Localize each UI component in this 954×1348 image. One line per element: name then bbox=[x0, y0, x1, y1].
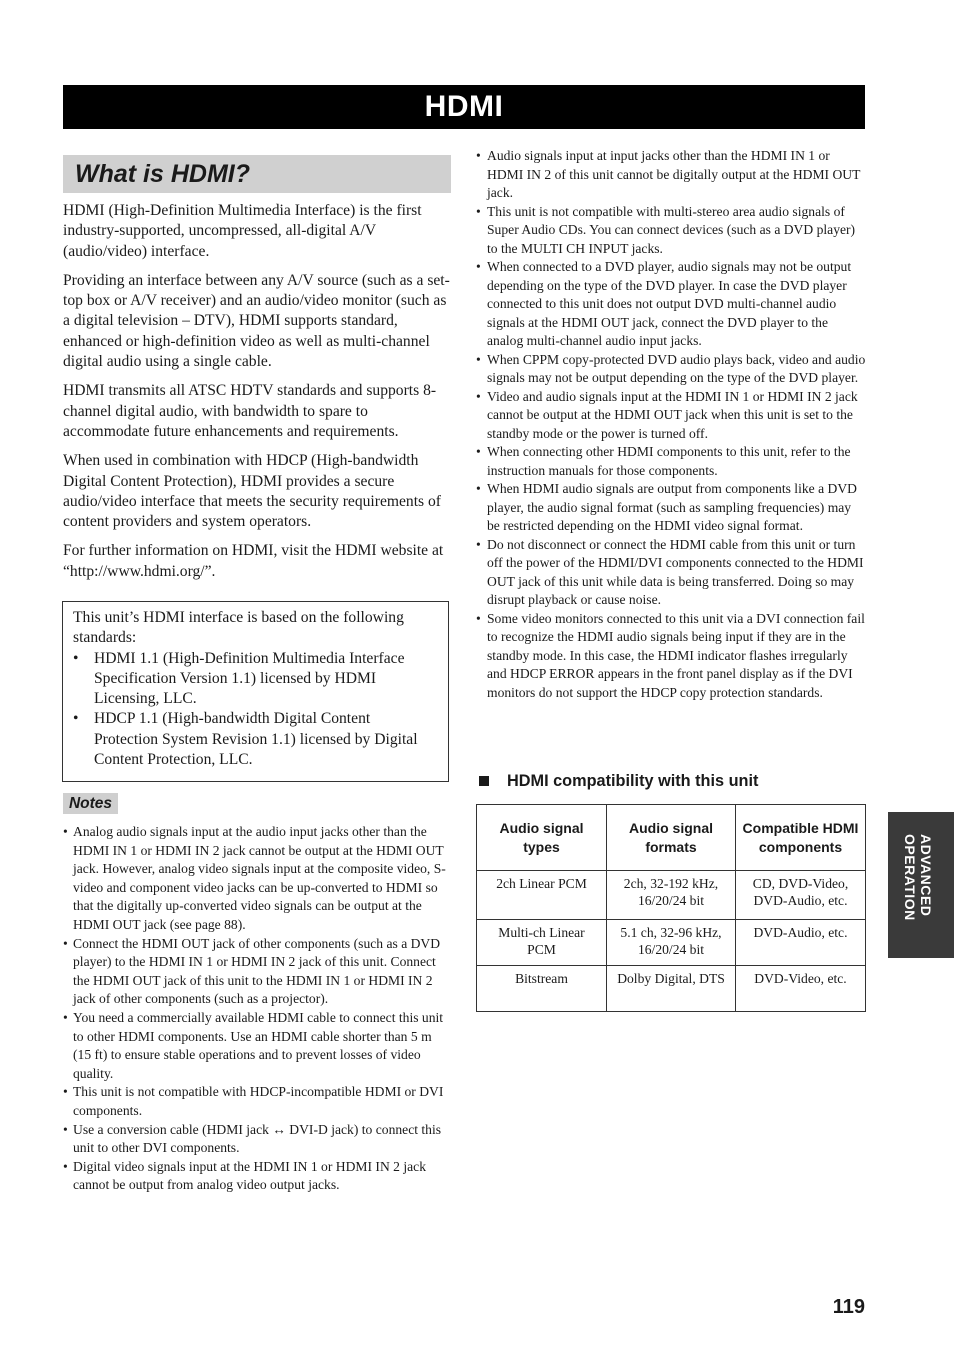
note-item: • This unit is not compatible with multi-stereo area audio signals of Super Audio CDs. You can connect devices (such as a DVD player) to the MULTI CH INPUT jacks. bbox=[476, 203, 856, 256]
right-notes-list bbox=[476, 147, 866, 702]
note-item: • Video and audio signals input at the HDMI IN 1 or HDMI IN 2 jack cannot be output at the HDMI OUT jack when this unit is set to the standby mode or the power is turned off. bbox=[476, 388, 858, 441]
compat-heading-text: HDMI compatibility with this unit bbox=[507, 772, 759, 790]
note-item: • You need a commercially available HDMI cable to connect this unit to other HDMI components. Use an HDMI cable shorter than 5 m (15 ft) to ensure stable operations and to prevent losses of video quality. bbox=[63, 1009, 444, 1081]
note-item: • Do not disconnect or connect the HDMI cable from this unit or turn off the power of the HDMI/DVI components connected to the HDMI OUT jack of this unit while data is being transferred. Doing so may disrupt playback or cause noise. bbox=[476, 536, 864, 607]
note-text: This unit is not compatible with multi-stereo area audio signals of Super Audio CDs. You can connect devices (such as a DVD player) to the MULTI CH INPUT jacks. bbox=[487, 203, 856, 256]
side-tab-line: OPERATION bbox=[902, 834, 918, 921]
table-cell: DVD-Video, etc. bbox=[736, 966, 866, 1012]
table-cell: 2ch, 32-192 kHz, 16/20/24 bit bbox=[607, 871, 736, 920]
table-cell: 5.1 ch, 32-96 kHz, 16/20/24 bit bbox=[607, 920, 736, 966]
note-item: • Analog audio signals input at the audio input jacks other than the HDMI IN 1 or HDMI IN 2 jack cannot be output at the HDMI OUT jack. However, analog video signals input at the composite video, S-video and component video jacks can be up-converted to HDMI so that the digitally up-converted video signals can be output at the HDMI OUT jack (see page 88). bbox=[63, 824, 446, 932]
table-row bbox=[477, 966, 866, 1012]
square-bullet-icon bbox=[479, 776, 489, 786]
compat-table bbox=[476, 804, 866, 1012]
table-cell: Multi-ch Linear PCM bbox=[477, 920, 607, 966]
note-item: • Connect the HDMI OUT jack of other components (such as a DVD player) to the HDMI IN 1 or HDMI IN 2 jack of this unit. Connect the HDMI OUT jack of this unit to the HDMI IN 1 or HDMI IN 2 jack of other components (such as a projector). bbox=[63, 935, 441, 1007]
note-item: • Digital video signals input at the HDMI IN 1 or HDMI IN 2 jack cannot be output from analog video output jacks. bbox=[63, 1158, 426, 1193]
note-text: Audio signals input at input jacks other than the HDMI IN 1 or HDMI IN 2 of this unit cannot be digitally output at the HDMI OUT jack. bbox=[487, 148, 861, 200]
standards-box bbox=[62, 601, 449, 782]
note-text: Connect the HDMI OUT jack of other components (such as a DVD player) to the HDMI IN 1 or HDMI IN 2 jack of this unit. Connect the HDMI OUT jack of this unit to the HDMI IN 1 or HDMI IN 2 jack of other components (such as a projector). bbox=[73, 935, 441, 1007]
intro-paragraph: When used in combination with HDCP (High-bandwidth Digital Content Protection), HDMI provides a secure audio/video interface that meets the security requirements of content providers and system operators. bbox=[63, 452, 442, 531]
note-item: • When connected to a DVD player, audio signals may not be output depending on the type of the DVD player. In case the DVD player connected to this unit does not output DVD multi-channel audio signals at the HDMI OUT jack, connect the DVD player to the analog multi-channel audio input jacks. bbox=[476, 259, 852, 348]
note-item: • Some video monitors connected to this unit via a DVI connection fail to recognize the HDMI audio signals being input if they are in the standby mode. In this case, the HDMI indicator flashes irregularly and HDCP ERROR appears in the front panel display as if the DVI monitors do not support the HDCP copy protection standards. bbox=[476, 610, 865, 700]
standards-item: • HDMI 1.1 (High-Definition Multimedia Interface Specification Version 1.1) licensed by HDMI Licensing, LLC. bbox=[73, 649, 405, 708]
section-side-tab bbox=[888, 812, 954, 958]
standards-item-text: HDMI 1.1 (High-Definition Multimedia Interface Specification Version 1.1) licensed by HDMI Licensing, LLC. bbox=[94, 649, 405, 708]
note-item: • Audio signals input at input jacks other than the HDMI IN 1 or HDMI IN 2 of this unit cannot be digitally output at the HDMI OUT jack. bbox=[476, 148, 861, 200]
notes-label: Notes bbox=[63, 793, 118, 814]
note-text: Some video monitors connected to this unit via a DVI connection fail to recognize the HDMI audio signals being input if they are in the standby mode. In this case, the HDMI indicator flashes irregularly and HDCP ERROR appears in the front panel display as if the DVI monitors do not support the HDCP copy protection standards. bbox=[487, 610, 865, 700]
table-header-cell: Audio signal formats bbox=[607, 805, 736, 871]
note-text: Use a conversion cable (HDMI jack ↔ DVI-D jack) to connect this unit to other DVI components. bbox=[73, 1121, 442, 1156]
table-cell: Bitstream bbox=[477, 966, 607, 1012]
note-text: When CPPM copy-protected DVD audio plays back, video and audio signals may not be output depending on the type of the DVD player. bbox=[487, 351, 866, 385]
note-text: When connecting other HDMI components to this unit, refer to the instruction manuals for those components. bbox=[487, 444, 851, 478]
note-item: • When HDMI audio signals are output from components like a DVD player, the audio signal format (such as sampling frequencies) may be restricted depending on the HDMI video signal format. bbox=[476, 481, 857, 533]
page-title: HDMI bbox=[63, 85, 865, 129]
table-cell: CD, DVD-Video, DVD-Audio, etc. bbox=[736, 871, 866, 920]
table-cell: Dolby Digital, DTS bbox=[607, 966, 736, 1012]
standards-intro: This unit’s HDMI interface is based on the following standards: bbox=[73, 609, 404, 647]
table-row bbox=[477, 920, 866, 966]
note-text: This unit is not compatible with HDCP-incompatible HDMI or DVI components. bbox=[73, 1084, 444, 1118]
note-item: • When CPPM copy-protected DVD audio plays back, video and audio signals may not be output depending on the type of the DVD player. bbox=[476, 351, 866, 385]
standards-item: • HDCP 1.1 (High-bandwidth Digital Content Protection System Revision 1.1) licensed by Digital Content Protection, LLC. bbox=[73, 710, 418, 769]
note-text: Video and audio signals input at the HDMI IN 1 or HDMI IN 2 jack cannot be output at the HDMI OUT jack when this unit is set to the standby mode or the power is turned off. bbox=[487, 388, 858, 441]
page-number: 119 bbox=[832, 1296, 865, 1318]
standards-item-text: HDCP 1.1 (High-bandwidth Digital Content Protection System Revision 1.1) licensed by Digital Content Protection, LLC. bbox=[94, 710, 418, 769]
intro-paragraph: For further information on HDMI, visit the HDMI website at “http://www.hdmi.org/”. bbox=[63, 542, 444, 580]
side-tab-label bbox=[902, 834, 934, 956]
standards-list bbox=[73, 649, 438, 771]
notes-list bbox=[63, 823, 451, 1195]
intro-text bbox=[63, 201, 451, 591]
note-item: • When connecting other HDMI components to this unit, refer to the instruction manuals for those components. bbox=[476, 444, 851, 478]
section-title: What is HDMI? bbox=[63, 155, 451, 193]
table-row bbox=[477, 871, 866, 920]
note-text: Digital video signals input at the HDMI IN 1 or HDMI IN 2 jack cannot be output from analog video output jacks. bbox=[73, 1158, 426, 1193]
table-header-cell: Audio signal types bbox=[477, 805, 607, 871]
note-text: When HDMI audio signals are output from components like a DVD player, the audio signal format (such as sampling frequencies) may be restricted depending on the HDMI video signal format. bbox=[487, 481, 857, 533]
note-item: • Use a conversion cable (HDMI jack ↔ DVI-D jack) to connect this unit to other DVI components. bbox=[63, 1121, 442, 1156]
note-text: Analog audio signals input at the audio input jacks other than the HDMI IN 1 or HDMI IN 2 jack cannot be output at the HDMI OUT jack. However, analog video signals input at the composite video, S-video and component video jacks can be up-converted to HDMI so that the digitally up-converted video signals can be output at the HDMI OUT jack (see page 88). bbox=[73, 824, 446, 932]
table-cell: 2ch Linear PCM bbox=[477, 871, 607, 920]
compat-heading bbox=[476, 770, 866, 792]
table-header-cell: Compatible HDMI components bbox=[736, 805, 866, 871]
intro-paragraph: HDMI (High-Definition Multimedia Interface) is the first industry-supported, uncompressed, all-digital A/V (audio/video) interface. bbox=[63, 202, 422, 260]
note-text: When connected to a DVD player, audio signals may not be output depending on the type of the DVD player. In case the DVD player connected to this unit does not output DVD multi-channel audio signals at the HDMI OUT jack, connect the DVD player to the analog multi-channel audio input jacks. bbox=[487, 259, 852, 348]
side-tab-line: ADVANCED bbox=[918, 834, 934, 917]
intro-paragraph: HDMI transmits all ATSC HDTV standards and supports 8-channel digital audio, with bandwidth to spare to accommodate future enhancements and requirements. bbox=[63, 382, 437, 440]
note-text: You need a commercially available HDMI cable to connect this unit to other HDMI components. Use an HDMI cable shorter than 5 m (15 ft) to ensure stable operations and to prevent losses of video quality. bbox=[73, 1009, 444, 1081]
intro-paragraph: Providing an interface between any A/V source (such as a set-top box or A/V receiver) and an audio/video monitor (such as a digital television – DTV), HDMI supports standard, enhanced or high-definition video as well as multi-channel digital audio using a single cable. bbox=[63, 271, 450, 371]
note-item: • This unit is not compatible with HDCP-incompatible HDMI or DVI components. bbox=[63, 1084, 444, 1118]
table-header-row bbox=[477, 805, 866, 871]
note-text: Do not disconnect or connect the HDMI cable from this unit or turn off the power of the HDMI/DVI components connected to the HDMI OUT jack of this unit while data is being transferred. Doing so may disrupt playback or cause noise. bbox=[487, 536, 864, 607]
table-cell: DVD-Audio, etc. bbox=[736, 920, 866, 966]
